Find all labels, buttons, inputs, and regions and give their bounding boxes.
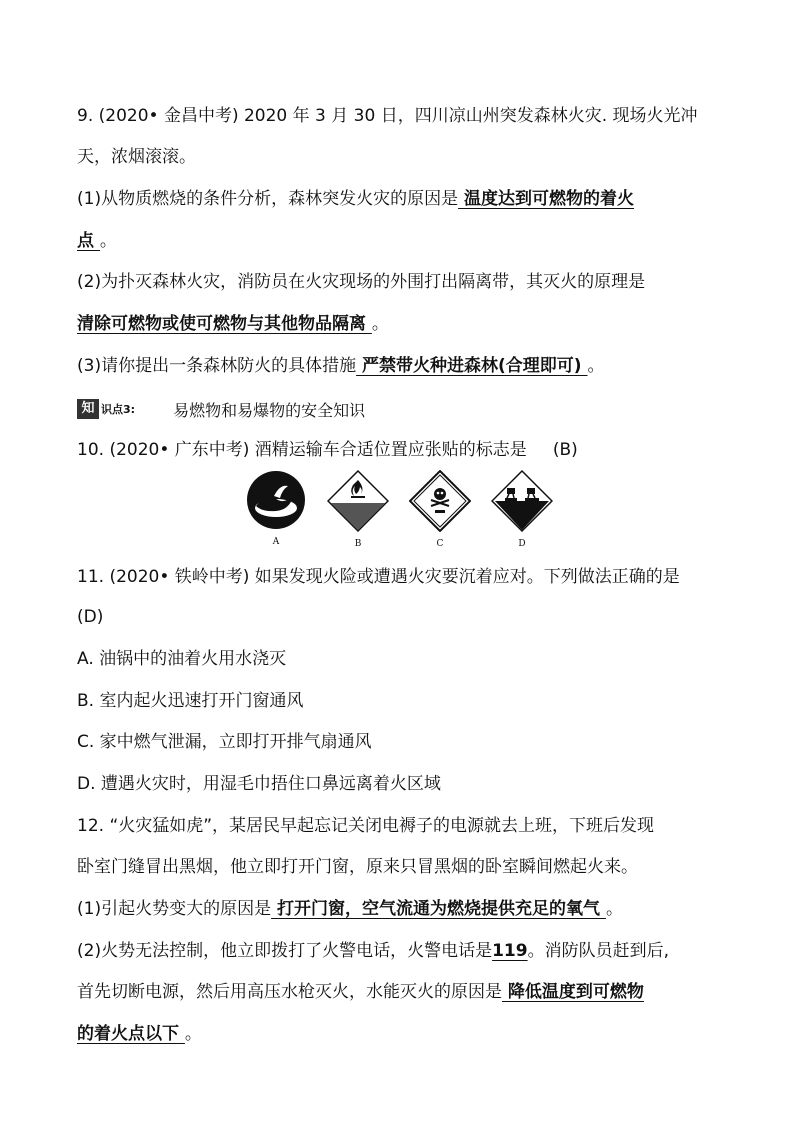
q9-part1-answer-cont: 点: [77, 231, 100, 251]
q12-part2-prompt2: 首先切断电源，然后用高压水枪灭火，水能灭火的原因是: [77, 982, 502, 1002]
knowledge-point-header: [77, 397, 365, 421]
q11-stem: 11. (2020• 铁岭中考) 如果发现火险或遭遇火灾要沉着应对。下列做法正确的是: [77, 567, 680, 587]
q9-part1: [77, 187, 634, 211]
q11-option-c: C. 家中燃气泄漏，立即打开排气扇通风: [77, 732, 372, 752]
sign-option-c: [409, 470, 471, 549]
sign-label-d: D: [518, 539, 526, 549]
q12-part1-prompt: (1)引起火势变大的原因是: [77, 899, 272, 919]
q9-part2-cont: [77, 312, 389, 336]
flammable-liquid-sign-icon: [327, 470, 389, 532]
q9-part3-end: 。: [587, 356, 605, 376]
q12-part2-phone: 119: [492, 941, 528, 961]
q10-answer: (B): [552, 440, 578, 460]
q12-stem-line2: 卧室门缝冒出黑烟，他立即打开门窗，原来只冒黑烟的卧室瞬间燃起火来。: [77, 857, 638, 877]
q9-part1-prompt: (1)从物质燃烧的条件分析，森林突发火灾的原因是: [77, 189, 459, 209]
knowledge-point-label: 识点3:: [101, 403, 136, 416]
q11-option-d: D. 遭遇火灾时，用湿毛巾捂住口鼻远离着火区域: [77, 774, 441, 794]
water-reactive-sign-icon: [246, 470, 306, 530]
q9-part3-answer: 严禁带火种进森林(合理即可): [356, 356, 588, 376]
knowledge-point-badge: 知: [77, 399, 99, 419]
q12-part1-answer: 打开门窗，空气流通为燃烧提供充足的氧气: [271, 899, 606, 919]
q9-part1-end: 。: [99, 231, 117, 251]
q9-part3-prompt: (3)请你提出一条森林防火的具体措施: [77, 356, 357, 376]
q12-part2-cont2: [77, 1022, 202, 1046]
q12-part2: [77, 939, 669, 963]
q12-part1-end: 。: [605, 899, 623, 919]
q12-part2-answer: 降低温度到可燃物: [502, 982, 644, 1002]
q9-part2: [77, 270, 645, 294]
corrosive-sign-icon: [491, 470, 553, 532]
q12-part2-end: 。: [184, 1024, 202, 1044]
toxic-substance-sign-icon: [409, 470, 471, 532]
q9-part3: [77, 354, 604, 378]
q11-option-a: A. 油锅中的油着火用水浇灭: [77, 649, 287, 669]
q12-part2-prompt: (2)火势无法控制，他立即拨打了火警电话，火警电话是: [77, 941, 493, 961]
q12-stem-line1: 12. “火灾猛如虎”，某居民早起忘记关闭电褥子的电源就去上班，下班后发现: [77, 816, 655, 836]
q12-part2-answer-cont: 的着火点以下: [77, 1024, 185, 1044]
sign-option-d: [491, 470, 553, 549]
q10-stem: [77, 438, 578, 462]
q11-option-b: B. 室内起火迅速打开门窗通风: [77, 691, 304, 711]
q12-part2-cont: [77, 980, 644, 1004]
knowledge-point-title: 易燃物和易爆物的安全知识: [173, 400, 366, 420]
sign-label-c: C: [436, 539, 444, 549]
q10-sign-options: [245, 470, 575, 548]
q9-part2-end: 。: [371, 314, 389, 334]
sign-label-a: A: [272, 537, 280, 547]
q9-part1-cont: [77, 229, 117, 253]
q12-part1: [77, 897, 623, 921]
sign-option-b: [327, 470, 389, 549]
q9-part2-answer: 清除可燃物或使可燃物与其他物品隔离: [77, 314, 372, 334]
q12-part2-mid: 。消防队员赶到后,: [527, 941, 669, 961]
q9-stem-line2: 天，浓烟滚滚。: [77, 147, 196, 167]
q9-stem-line1: 9. (2020• 金昌中考) 2020 年 3 月 30 日，四川凉山州突发森林火灾. 现场火光冲: [77, 106, 698, 126]
q9-part1-answer: 温度达到可燃物的着火: [458, 189, 635, 209]
q10-text: 10. (2020• 广东中考) 酒精运输车合适位置应张贴的标志是: [77, 440, 527, 460]
sign-option-a: [245, 470, 307, 547]
sign-label-b: B: [354, 539, 362, 549]
q11-answer: (D): [77, 607, 104, 627]
q9-part2-prompt: (2)为扑灭森林火灾，消防员在火灾现场的外围打出隔离带，其灭火的原理是: [77, 272, 646, 292]
